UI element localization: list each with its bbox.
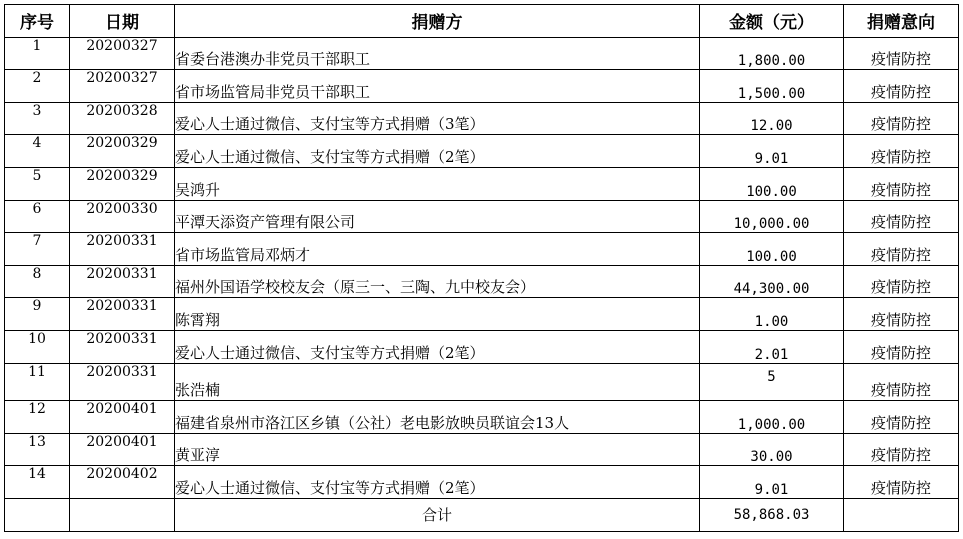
row-number: 5	[5, 167, 70, 200]
row-number: 11	[5, 363, 70, 401]
total-empty-cell	[5, 498, 70, 531]
row-date: 20200331	[70, 330, 175, 363]
row-amount: 5	[700, 363, 844, 401]
total-empty-cell	[844, 498, 959, 531]
total-empty-cell	[70, 498, 175, 531]
donation-table	[4, 4, 959, 532]
row-number: 9	[5, 298, 70, 331]
row-amount: 1,800.00	[700, 37, 844, 70]
row-date: 20200329	[70, 135, 175, 168]
row-donor: 陈霄翔	[175, 298, 700, 331]
row-purpose: 疫情防控	[844, 401, 959, 434]
row-donor: 爱心人士通过微信、支付宝等方式捐赠（3笔）	[175, 102, 700, 135]
table-row	[5, 200, 959, 233]
row-purpose: 疫情防控	[844, 363, 959, 401]
row-donor: 吴鸿升	[175, 167, 700, 200]
row-date: 20200327	[70, 37, 175, 70]
table-row	[5, 167, 959, 200]
total-row	[5, 498, 959, 531]
row-number: 13	[5, 433, 70, 466]
header-purpose: 捐赠意向	[844, 5, 959, 38]
row-purpose: 疫情防控	[844, 70, 959, 103]
row-purpose: 疫情防控	[844, 433, 959, 466]
row-date: 20200331	[70, 233, 175, 266]
row-number: 2	[5, 70, 70, 103]
row-purpose: 疫情防控	[844, 233, 959, 266]
row-amount: 1,000.00	[700, 401, 844, 434]
row-date: 20200402	[70, 466, 175, 499]
table-row	[5, 233, 959, 266]
row-date: 20200331	[70, 265, 175, 298]
row-amount: 100.00	[700, 167, 844, 200]
table-row	[5, 135, 959, 168]
header-row	[5, 5, 959, 38]
row-number: 14	[5, 466, 70, 499]
row-amount: 100.00	[700, 233, 844, 266]
row-donor: 爱心人士通过微信、支付宝等方式捐赠（2笔）	[175, 135, 700, 168]
table-row	[5, 330, 959, 363]
row-amount: 1,500.00	[700, 70, 844, 103]
row-donor: 平潭天添资产管理有限公司	[175, 200, 700, 233]
table-row	[5, 102, 959, 135]
row-donor: 爱心人士通过微信、支付宝等方式捐赠（2笔）	[175, 330, 700, 363]
table-row	[5, 433, 959, 466]
row-date: 20200331	[70, 363, 175, 401]
table-row	[5, 37, 959, 70]
table-row	[5, 466, 959, 499]
row-amount: 9.01	[700, 135, 844, 168]
row-purpose: 疫情防控	[844, 102, 959, 135]
row-donor: 张浩楠	[175, 363, 700, 401]
row-date: 20200401	[70, 433, 175, 466]
row-date: 20200331	[70, 298, 175, 331]
row-donor: 省市场监管局邓炳才	[175, 233, 700, 266]
row-purpose: 疫情防控	[844, 135, 959, 168]
row-number: 12	[5, 401, 70, 434]
row-date: 20200328	[70, 102, 175, 135]
row-purpose: 疫情防控	[844, 298, 959, 331]
row-amount: 12.00	[700, 102, 844, 135]
row-amount: 9.01	[700, 466, 844, 499]
row-amount: 2.01	[700, 330, 844, 363]
header-no: 序号	[5, 5, 70, 38]
table-row	[5, 401, 959, 434]
row-date: 20200329	[70, 167, 175, 200]
table-row	[5, 363, 959, 401]
row-purpose: 疫情防控	[844, 265, 959, 298]
row-donor: 福州外国语学校校友会（原三一、三陶、九中校友会）	[175, 265, 700, 298]
row-number: 6	[5, 200, 70, 233]
row-date: 20200327	[70, 70, 175, 103]
row-purpose: 疫情防控	[844, 466, 959, 499]
row-number: 3	[5, 102, 70, 135]
row-donor: 省委台港澳办非党员干部职工	[175, 37, 700, 70]
row-purpose: 疫情防控	[844, 200, 959, 233]
header-amount: 金额（元）	[700, 5, 844, 38]
row-number: 10	[5, 330, 70, 363]
row-amount: 30.00	[700, 433, 844, 466]
row-amount: 10,000.00	[700, 200, 844, 233]
row-amount: 44,300.00	[700, 265, 844, 298]
row-donor: 省市场监管局非党员干部职工	[175, 70, 700, 103]
row-purpose: 疫情防控	[844, 330, 959, 363]
table-row	[5, 265, 959, 298]
row-purpose: 疫情防控	[844, 37, 959, 70]
row-donor: 爱心人士通过微信、支付宝等方式捐赠（2笔）	[175, 466, 700, 499]
row-number: 1	[5, 37, 70, 70]
header-donor: 捐赠方	[175, 5, 700, 38]
row-number: 4	[5, 135, 70, 168]
row-date: 20200401	[70, 401, 175, 434]
table-row	[5, 70, 959, 103]
row-number: 7	[5, 233, 70, 266]
row-purpose: 疫情防控	[844, 167, 959, 200]
row-donor: 黄亚淳	[175, 433, 700, 466]
row-date: 20200330	[70, 200, 175, 233]
row-number: 8	[5, 265, 70, 298]
header-date: 日期	[70, 5, 175, 38]
row-donor: 福建省泉州市洛江区乡镇（公社）老电影放映员联谊会13人	[175, 401, 700, 434]
total-label: 合计	[175, 498, 700, 531]
total-amount: 58,868.03	[700, 498, 844, 531]
table-row	[5, 298, 959, 331]
row-amount: 1.00	[700, 298, 844, 331]
